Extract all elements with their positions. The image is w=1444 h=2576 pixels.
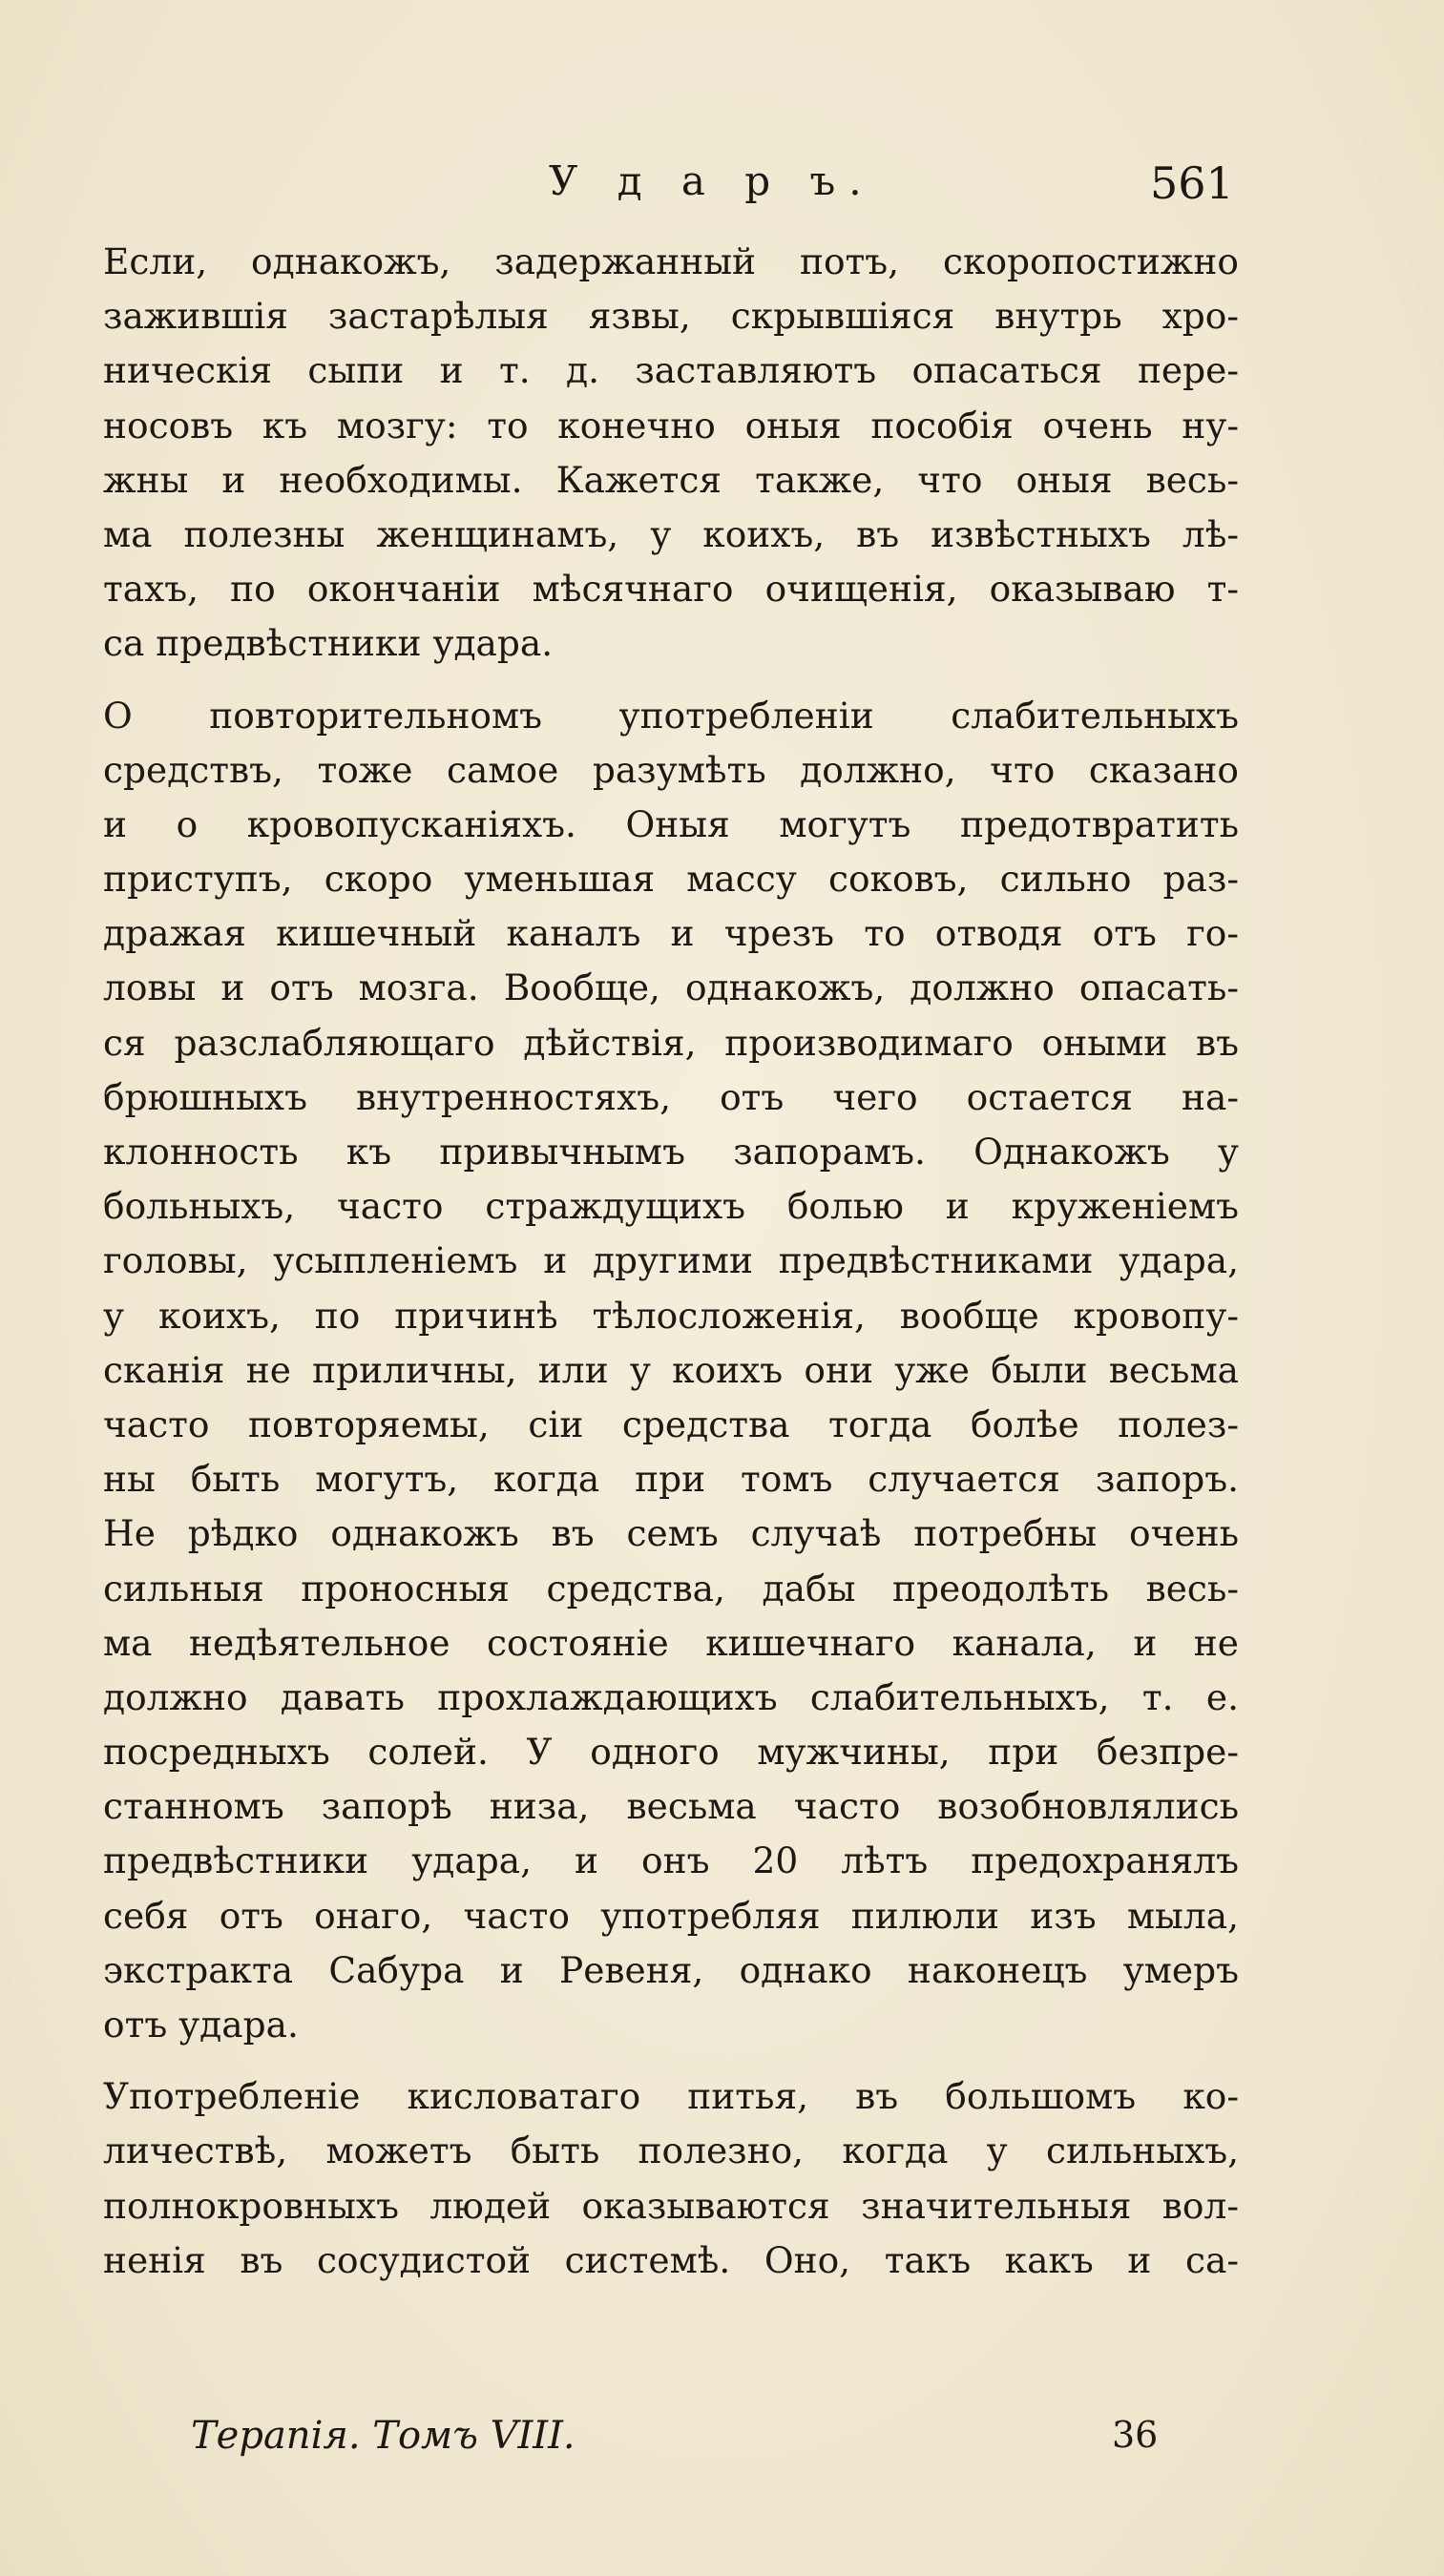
paragraph [103, 689, 1239, 2053]
text-line: экстракта Сабура и Ревеня, однако наконецъ умеръ [103, 1948, 1239, 1991]
text-line: тахъ, по окончаніи мѣсячнаго очищенія, оказываю т- [103, 568, 1239, 611]
text-line: сканія не приличны, или у коихъ они уже были весьма [103, 1348, 1239, 1391]
text-line: себя отъ онаго, часто употребляя пилюли изъ мыла, [103, 1894, 1239, 1937]
text-line: зажившія застарѣлыя язвы, скрывшіяся внутрь хро- [103, 295, 1239, 338]
text-line: больныхъ, часто страждущихъ болью и круженіемъ [103, 1185, 1239, 1228]
text-line: жны и необходимы. Кажется также, что оныя весь- [103, 458, 1239, 501]
running-title: У д а р ъ. [549, 157, 875, 204]
text-line: ненія въ сосудистой системѣ. Оно, такъ какъ и са- [103, 2238, 1239, 2281]
text-line: приступъ, скоро уменьшая массу соковъ, сильно раз- [103, 858, 1239, 901]
text-line: посредныхъ солей. У одного мужчины, при безпре- [103, 1731, 1239, 1774]
page-footer [0, 2414, 1444, 2481]
text-line: ловы и отъ мозга. Вообще, однакожъ, должно опасать- [103, 966, 1239, 1009]
text-line: Не рѣдко однакожъ въ семъ случаѣ потребны очень [103, 1512, 1239, 1555]
text-line: О повторительномъ употребленіи слабительныхъ [103, 694, 1239, 737]
text-line: должно давать прохлаждающихъ слабительныхъ, т. е. [103, 1675, 1239, 1718]
text-line: ся разслабляющаго дѣйствія, производимаго оными въ [103, 1021, 1239, 1064]
text-line: брюшныхъ внутренностяхъ, отъ чего остается на- [103, 1075, 1239, 1118]
text-line: личествѣ, можетъ быть полезно, когда у сильныхъ, [103, 2129, 1239, 2172]
text-line: клонность къ привычнымъ запорамъ. Однакожъ у [103, 1131, 1239, 1173]
text-line: станномъ запорѣ низа, весьма часто возобновлялись [103, 1785, 1239, 1828]
running-head [0, 157, 1444, 224]
text-line: часто повторяемы, сіи средства тогда болѣе полез- [103, 1402, 1239, 1445]
body-text [103, 235, 1239, 2288]
paragraph [103, 2069, 1239, 2288]
text-line: сильныя проносныя средства, дабы преодолѣть весь- [103, 1567, 1239, 1610]
paragraph-gap [103, 2052, 1239, 2069]
text-line: ны быть могутъ, когда при томъ случается запоръ. [103, 1458, 1239, 1501]
paragraph [103, 235, 1239, 672]
paragraph-gap [103, 672, 1239, 689]
text-line: отъ удара. [103, 2004, 299, 2046]
text-line: у коихъ, по причинѣ тѣлосложенія, вообще кровопу- [103, 1294, 1239, 1337]
page-number: 561 [1150, 157, 1234, 209]
text-line: носовъ къ мозгу: то конечно оныя пособія очень ну- [103, 404, 1239, 447]
text-line: предвѣстники удара, и онъ 20 лѣтъ предохранялъ [103, 1839, 1239, 1882]
text-line: ма недѣятельное состояніе кишечнаго канала, и не [103, 1621, 1239, 1664]
text-line: ма полезны женщинамъ, у коихъ, въ извѣстныхъ лѣ- [103, 512, 1239, 555]
text-line: средствъ, тоже самое разумѣть должно, что сказано [103, 748, 1239, 791]
text-line: полнокровныхъ людей оказываются значительныя вол- [103, 2184, 1239, 2227]
text-line: дражая кишечный каналъ и чрезъ то отводя отъ го- [103, 912, 1239, 955]
text-line: ническія сыпи и т. д. заставляютъ опасаться пере- [103, 349, 1239, 392]
signature-mark: Терапія. Томъ VIII. [191, 2414, 576, 2458]
text-line: са предвѣстники удара. [103, 622, 554, 665]
text-line: головы, усыпленіемъ и другими предвѣстниками удара, [103, 1239, 1239, 1282]
text-line: Если, однакожъ, задержанный потъ, скоропостижно [103, 240, 1239, 282]
text-line: и о кровопусканіяхъ. Оныя могутъ предотвратить [103, 802, 1239, 845]
sheet-number: 36 [1112, 2414, 1159, 2456]
text-line: Употребленіе кисловатаго питья, въ большомъ ко- [103, 2075, 1239, 2118]
